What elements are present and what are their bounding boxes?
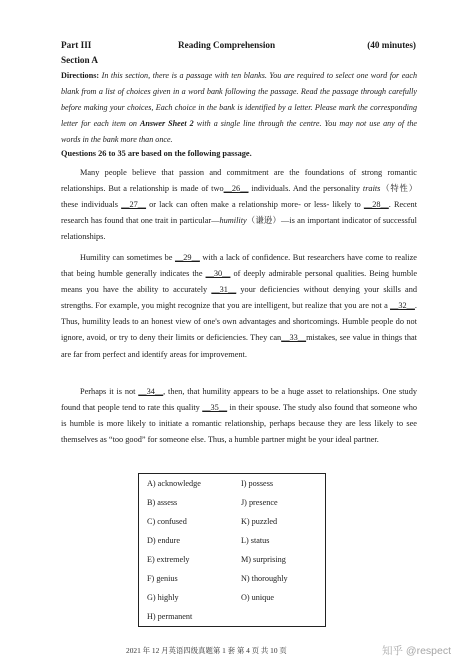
blank-34: __34__ [138,387,164,396]
passage-text: , then, that humility appears to be a huge asset to relationships. One study found that people tend to rate this quality [61,387,417,413]
term-humility: humility [219,216,247,226]
blank-26: __26__ [223,184,249,194]
directions-text [61,68,417,148]
page-footer: 2021 年 12 月英语四级真题第 1 套 第 4 页 共 10 页 [126,646,287,655]
blank-32: __32__ [390,301,415,311]
word-option-o: O) unique [241,593,274,602]
word-bank [138,473,326,627]
passage-text: . Recent research has found that one trait in particular— [61,200,418,226]
word-option-i: I) possess [241,479,274,488]
word-option-n: N) thoroughly [241,574,288,583]
blank-27: __27__ [121,200,147,210]
passage-text: Perhaps it is not [80,387,139,396]
part-label: Part III [61,40,92,50]
word-option-j: J) presence [241,498,278,507]
answer-sheet-ref: Answer Sheet 2 [139,119,194,128]
word-option-a: A) acknowledge [147,479,201,488]
passage-paragraph-1 [61,165,417,245]
passage-text: these individuals [61,200,122,210]
passage-text: Many people believe that passion and commitment are the foundations of strong romantic relationships. But a relationship is made of two [61,168,417,194]
watermark: 知乎 @respect [382,645,452,657]
section-label: Section A [61,55,99,65]
passage-text: your deficiencies without denying your skills and strengths. For example, you might recognize that you are intelligent, but realize that you are not a [61,285,418,311]
section-title: Reading Comprehension [178,40,276,50]
term-traits-cn: （特性） [380,184,417,194]
time-limit: (40 minutes) [367,40,416,50]
blank-28: __28__ [363,200,389,210]
word-option-k: K) puzzled [241,517,278,526]
word-option-e: E) extremely [147,555,190,564]
passage-text: with a lack of confidence. But researchers have come to realize that being humble generally indicates the [61,253,417,279]
passage-text: of deeply admirable personal qualities. Being humble means you have the ability to accurately [61,269,418,295]
word-option-d: D) endure [147,536,180,545]
passage-text: or lack can often make a relationship more- or less- likely to [146,200,364,210]
page-header [61,40,416,54]
directions-body-2: with a single line through the centre. You may not use any of the words in the bank more than once. [61,119,418,144]
word-option-m: M) surprising [241,555,286,564]
word-option-b: B) assess [147,498,178,507]
passage-text: Humility can sometimes be [80,253,175,262]
blank-31: __31__ [211,285,237,295]
passage-text: individuals. And the personality [248,184,363,194]
directions-body-1: In this section, there is a passage with ten blanks. You are required to select one word for each blank from a list of choices given in a word bank following the passage. Read the passage through carefully before making your choices, Each choice in the bank is identified by a letter. Please mark the corresponding letter for each item on [61,71,417,128]
passage-paragraph-3 [61,384,417,448]
blank-29: __29__ [174,253,200,262]
term-humility-cn: （谦逊） [246,216,282,226]
word-option-f: F) genius [147,574,178,583]
directions-label: Directions: [61,71,100,80]
passage-paragraph-2 [61,250,417,363]
word-option-h: H) permanent [147,612,193,621]
passage-text: mistakes, see value in things that are far from perfect and identify areas for improvement. [61,333,417,359]
blank-35: __35__ [202,403,228,413]
passage-text: —is an important indicator of successful relationships. [61,216,417,242]
passage-text: . Thus, humility leads to an honest view of one's own advantages and shortcomings. Humble people do not ignore, avoid, or try to deny their limits or deficiencies. They can [61,301,417,343]
word-option-g: G) highly [147,593,179,602]
questions-heading: Questions 26 to 35 are based on the following passage. [61,149,252,158]
passage-text: in their spouse. The study also found that someone who is humble is more likely to initiate a romantic relationship, perhaps because they are less likely to see themselves as “too good” for someone else. Thus, a humble partner might be your ideal partner. [61,403,417,445]
word-option-c: C) confused [147,517,187,526]
word-option-l: L) status [241,536,270,545]
blank-33: __33__ [281,333,307,343]
blank-30: __30__ [205,269,231,279]
term-traits: traits [362,184,381,194]
